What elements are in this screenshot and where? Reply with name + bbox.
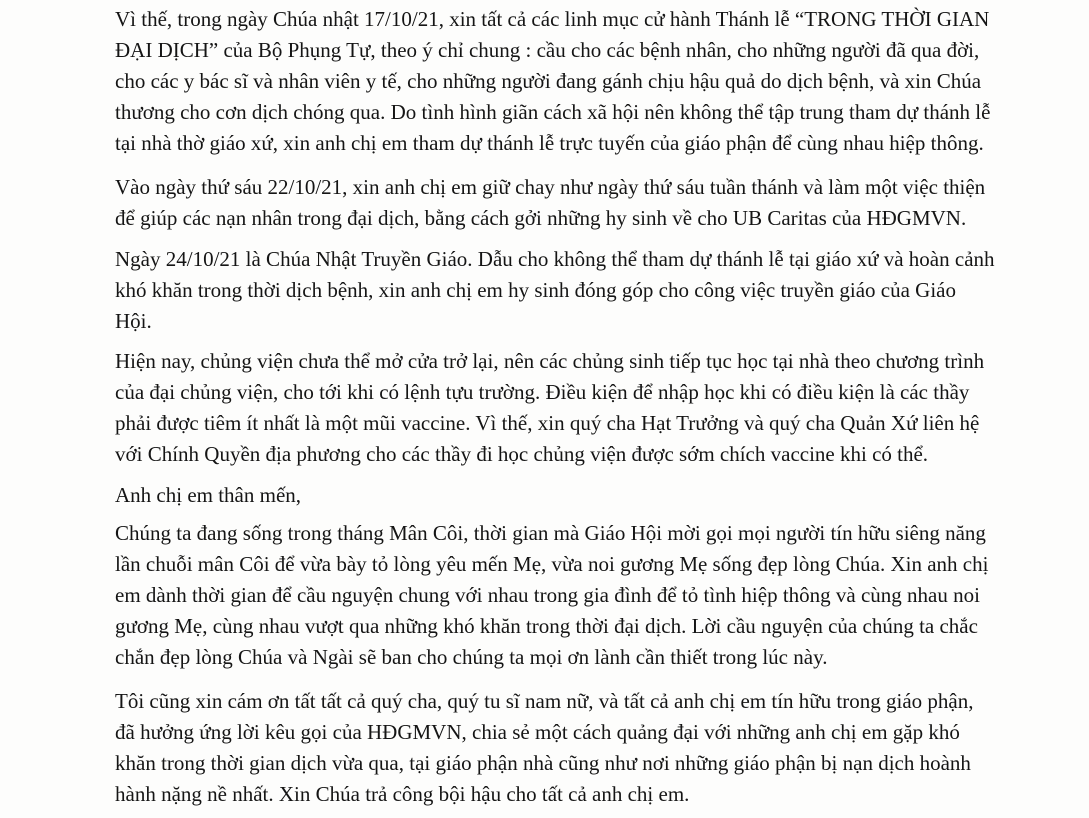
text-line: Anh chị em thân mến, (115, 483, 302, 507)
text-line: ĐẠI DỊCH” của Bộ Phụng Tự, theo ý chỉ chung : cầu cho các bệnh nhân, cho những người đã qua đời, (115, 38, 980, 62)
paragraph-rosary-month (115, 518, 988, 673)
text-line: khó khăn trong thời dịch bệnh, xin anh chị em hy sinh đóng góp cho công việc truyền giáo của Giáo (115, 278, 957, 302)
paragraph-mission-sunday (115, 244, 995, 337)
text-line: Hiện nay, chủng viện chưa thể mở cửa trở lại, nên các chủng sinh tiếp tục học tại nhà theo chương trình (115, 349, 985, 373)
text-line: phải được tiêm ít nhất là một mũi vaccine. Vì thế, xin quý cha Hạt Trưởng và quý cha Quản Xứ liên hệ (115, 411, 980, 435)
text-line: với Chính Quyền địa phương cho các thầy đi học chủng viện được sớm chích vaccine khi có thể. (115, 442, 929, 466)
paragraph-friday-fasting (115, 172, 985, 234)
text-line: Ngày 24/10/21 là Chúa Nhật Truyền Giáo. Dẫu cho không thể tham dự thánh lễ tại giáo xứ và hoàn cảnh (115, 247, 995, 271)
text-line: hành nặng nề nhất. Xin Chúa trả công bội hậu cho tất cả anh chị em. (115, 782, 690, 806)
text-line: Hội. (115, 309, 152, 333)
paragraph-thanks (115, 686, 973, 810)
text-line: gương Mẹ, cùng nhau vượt qua những khó khăn trong thời đại dịch. Lời cầu nguyện của chúng ta chắc (115, 614, 978, 638)
text-line: cho các y bác sĩ và nhân viên y tế, cho những người đang gánh chịu hậu quả do dịch bệnh, và xin Chúa (115, 69, 982, 93)
text-line: Chúng ta đang sống trong tháng Mân Côi, thời gian mà Giáo Hội mời gọi mọi người tín hữu siêng năng (115, 521, 986, 545)
text-line: thương cho cơn dịch chóng qua. Do tình hình giãn cách xã hội nên không thể tập trung tham dự thánh lễ (115, 100, 991, 124)
text-line: đã hưởng ứng lời kêu gọi của HĐGMVN, chia sẻ một cách quảng đại với những anh chị em gặp khó (115, 720, 960, 744)
greeting (115, 480, 301, 511)
text-line: lần chuỗi mân Côi để vừa bày tỏ lòng yêu mến Mẹ, vừa noi gương Mẹ sống đẹp lòng Chúa. Xin anh chị (115, 552, 989, 576)
text-line: khăn trong thời gian dịch vừa qua, tại giáo phận nhà cũng như nơi những giáo phận bị nạn dịch hoành (115, 751, 971, 775)
text-line: chắn đẹp lòng Chúa và Ngài sẽ ban cho chúng ta mọi ơn lành cần thiết trong lúc này. (115, 645, 828, 669)
paragraph-seminary (115, 346, 984, 470)
paragraph-sunday-mass (115, 4, 990, 159)
text-line: em dành thời gian để cầu nguyện chung với nhau trong gia đình để tỏ tình hiệp thông và cùng nhau noi (115, 583, 980, 607)
text-line: của đại chủng viện, cho tới khi có lệnh tựu trường. Điều kiện để nhập học khi có điều kiện là các thầy (115, 380, 970, 404)
text-line: để giúp các nạn nhân trong đại dịch, bằng cách gởi những hy sinh về cho UB Caritas của HĐGMVN. (115, 206, 967, 230)
text-line: tại nhà thờ giáo xứ, xin anh chị em tham dự thánh lễ trực tuyến của giáo phận để cùng nhau hiệp thông. (115, 131, 984, 155)
text-line: Vào ngày thứ sáu 22/10/21, xin anh chị em giữ chay như ngày thứ sáu tuần thánh và làm một việc thiện (115, 175, 986, 199)
text-line: Vì thế, trong ngày Chúa nhật 17/10/21, xin tất cả các linh mục cử hành Thánh lễ “TRONG THỜI GIAN (115, 7, 990, 31)
text-line: Tôi cũng xin cám ơn tất tất cả quý cha, quý tu sĩ nam nữ, và tất cả anh chị em tín hữu trong giáo phận, (115, 689, 974, 713)
